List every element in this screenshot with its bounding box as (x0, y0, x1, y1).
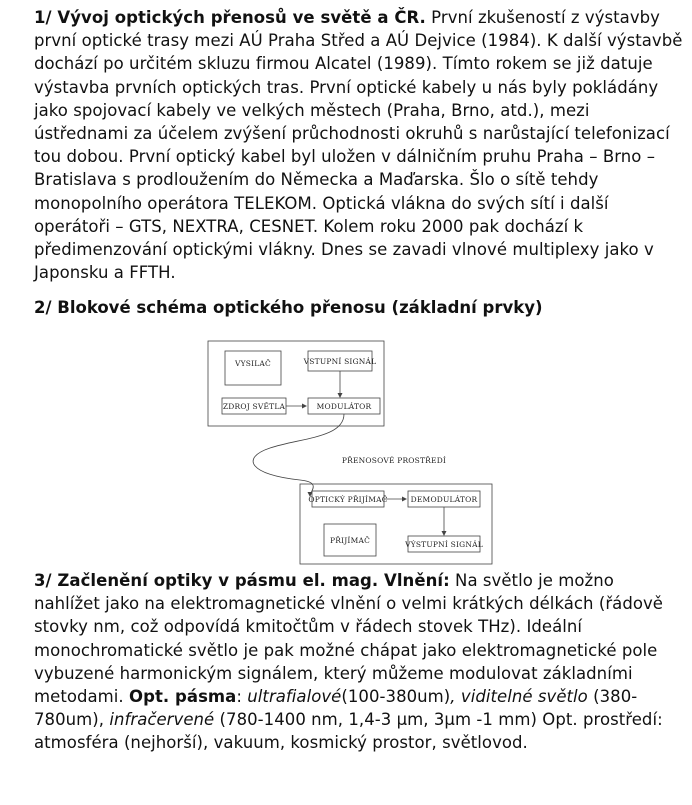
opticky-prijimac-label: OPTICKÝ PŘIJÍMAČ (308, 495, 388, 504)
zdroj-svetla-label: ZDROJ SVĚTLA (222, 402, 286, 411)
optical-bands-label: Opt. pásma (129, 687, 237, 707)
optical-transmission-block-diagram (0, 330, 692, 570)
vystupni-signal-label: VÝSTUPNÍ SIGNÁL (405, 540, 483, 549)
visible-term: , viditelné světlo (450, 687, 588, 707)
section-3-text: Na světlo je možno nahlížet jako na elektromagnetické vlnění o velmi krátkých délkách (řádově stovky nm, což odpovídá kmitočtům v řádech stovek THz). Ideální monochromatické světlo je pak možné chápat jako elektromagnetické pole vybuzené harmonickým signálem, který můžeme modulovat základními metodami. (34, 571, 664, 707)
section-3-paragraph (34, 569, 684, 755)
optical-environment-text: Opt. prostředí: atmosféra (nejhorší), vakuum, kosmický prostor, světlovod. (34, 710, 663, 753)
colon: : (236, 687, 242, 707)
vysilac-label: VYSILAČ (234, 359, 272, 368)
uv-term: ultrafialové (247, 687, 342, 707)
vysilac-block (225, 351, 281, 385)
section-1-paragraph (34, 6, 684, 284)
section-3-heading: 3/ Začlenění optiky v pásmu el. mag. Vlnění: (34, 571, 450, 590)
section-1-heading: 1/ Vývoj optických přenosů ve světě a ČR. (34, 8, 426, 27)
section-1-text: První zkušeností z výstavby první optické trasy mezi AÚ Praha Střed a AÚ Dejvice (1984). K další výstavbě dochází po určitém skluzu firmou Alcatel (1989). Tímto rokem se již datuje výstavba prvních optických tras. První optické kabely u nás byly pokládány jako spojovací kabely ve velkých městech (Praha, Brno, atd.), mezi ústřednami za účelem zvýšení průchodnosti okruhů s narůstající telefonizací tou dobou. První optický kabel byl uložen v dálničním pruhu Praha – Brno – Bratislava s prodloužením do Německa a Maďarska. Šlo o sítě tehdy monopolního operátora TELEKOM. Optická vlákna do svých sítí i další operátoři – GTS, NEXTRA, CESNET. Kolem roku 2000 pak dochází k předimenzování optickými vlákny. Dnes se zavadi vlnové multiplexy jako v Japonsku a FFTH. (34, 8, 683, 283)
ir-term: infračervené (109, 710, 215, 730)
ir-range: (780-1400 nm, 1,4-3 μm, 3μm -1 mm) (214, 710, 537, 730)
vstupni-signal-label: VSTUPNÍ SIGNÁL (303, 357, 377, 366)
prijimac-label: PŘIJÍMAČ (329, 536, 371, 545)
demodulator-label: DEMODULÁTOR (410, 495, 478, 504)
visible-range: (380-780um), (34, 687, 638, 730)
prenosove-prostredi-label: PŘENOSOVÉ PROSTŘEDÍ (341, 456, 447, 465)
transmitter-frame (208, 341, 384, 426)
uv-range: (100-380um) (341, 687, 451, 707)
modulator-label: MODULÁTOR (316, 402, 372, 411)
section-2-heading: 2/ Blokové schéma optického přenosu (základní prvky) (34, 298, 543, 317)
